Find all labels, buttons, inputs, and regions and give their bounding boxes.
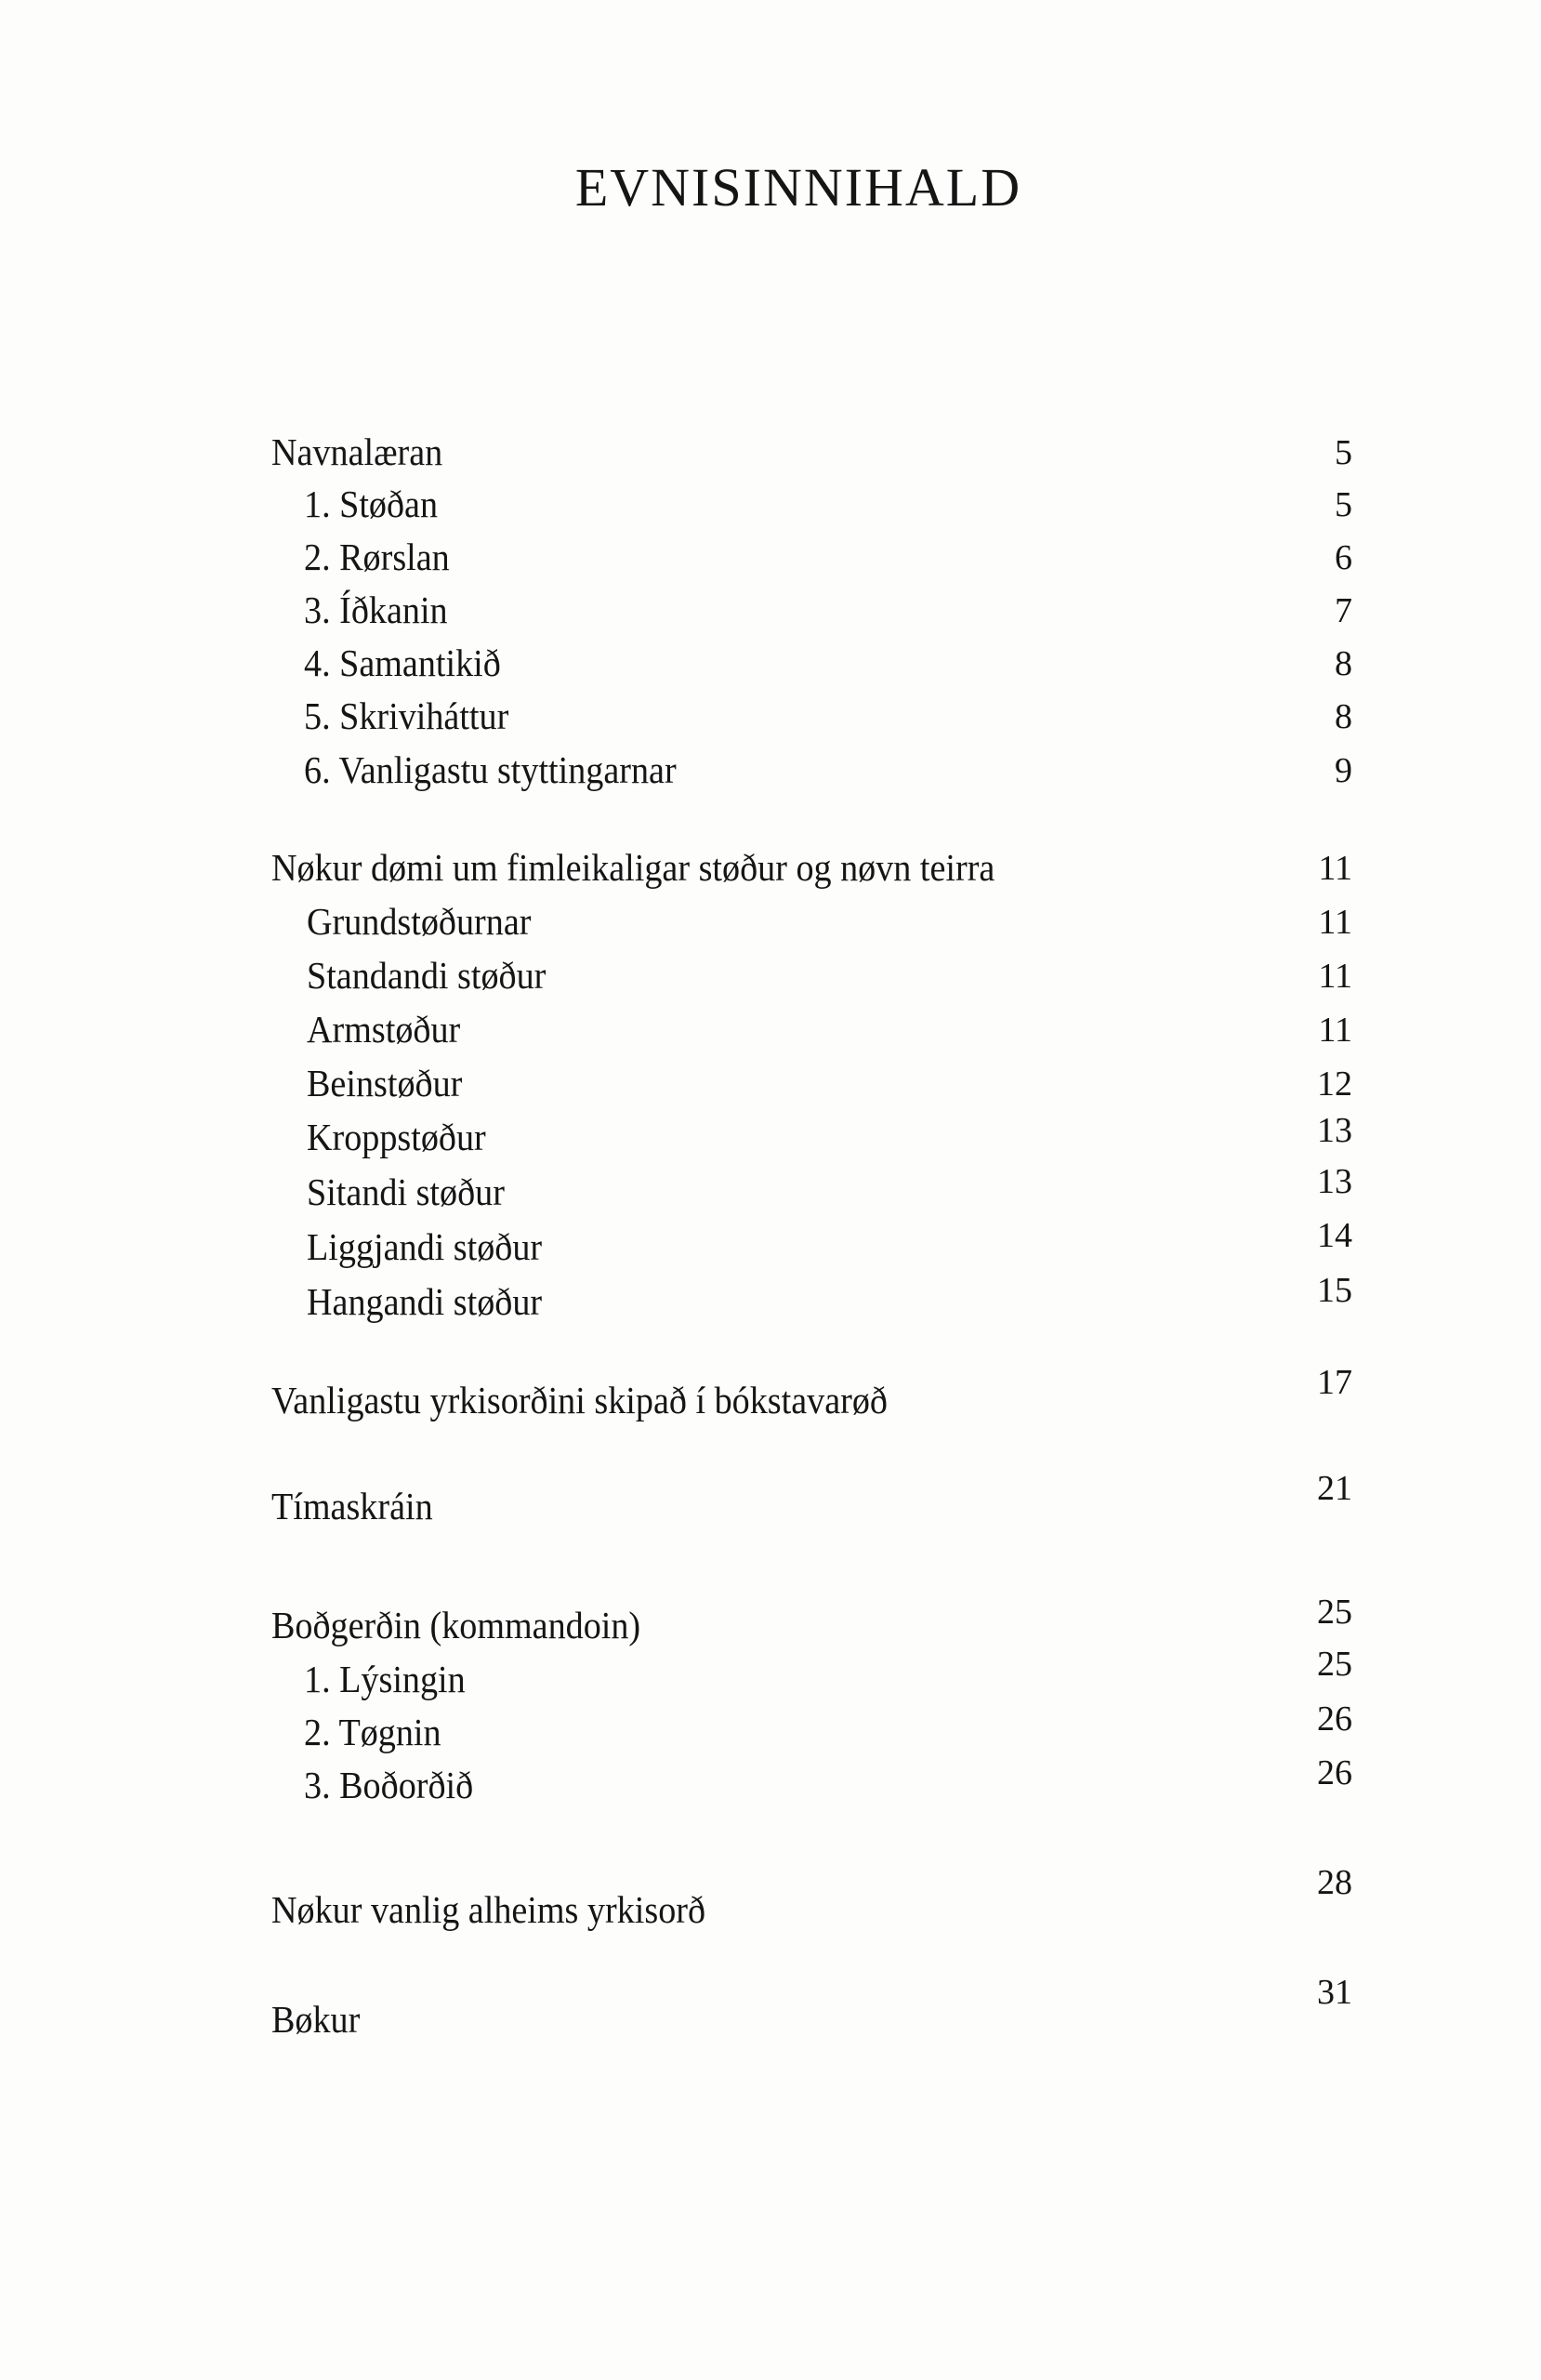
- toc-entry-label: 1. Støðan: [304, 483, 439, 525]
- toc-entry-label: 2. Rørslan: [304, 536, 450, 578]
- toc-entry-label: 2. Tøgnin: [304, 1711, 441, 1753]
- toc-page-number: 11: [1318, 849, 1352, 888]
- toc-page-number: 8: [1335, 697, 1352, 736]
- toc-page-number: 21: [1317, 1469, 1352, 1508]
- toc-entry-label: Tímaskráin: [271, 1485, 433, 1527]
- toc-page-number: 8: [1335, 644, 1352, 683]
- toc-entry-label: Grundstøðurnar: [307, 900, 532, 943]
- toc-entry-label: 5. Skriviháttur: [304, 694, 509, 737]
- toc-page-number: 7: [1335, 591, 1352, 630]
- toc-entry-label: Standandi støður: [307, 954, 547, 997]
- toc-entry-label: Boðgerðin (kommandoin): [271, 1604, 641, 1646]
- toc-page-number: 26: [1317, 1753, 1352, 1792]
- toc-entry-label: Vanligastu yrkisorðini skipað í bókstavarøð: [271, 1379, 888, 1421]
- toc-entry-label: Hangandi støður: [307, 1280, 543, 1323]
- toc-page-number: 25: [1317, 1645, 1352, 1684]
- toc-page-number: 11: [1318, 1011, 1352, 1050]
- toc-page-number: 5: [1335, 485, 1352, 524]
- toc-entry-label: 3. Íðkanin: [304, 588, 448, 631]
- toc-entry-label: Navnalæran: [271, 430, 443, 473]
- toc-entry-label: Armstøður: [307, 1008, 461, 1051]
- page-title: EVNISINNIHALD: [574, 157, 1022, 218]
- toc-page-number: 13: [1317, 1111, 1352, 1150]
- toc-page-number: 14: [1317, 1216, 1352, 1255]
- toc-page-number: 13: [1317, 1162, 1352, 1201]
- toc-entry-label: 3. Boðorðið: [304, 1764, 474, 1806]
- toc-page-number: 11: [1318, 957, 1352, 996]
- toc-page-number: 9: [1335, 751, 1352, 790]
- toc-entry-label: Nøkur vanlig alheims yrkisorð: [271, 1888, 706, 1931]
- toc-page-number: 11: [1318, 903, 1352, 942]
- toc-page-number: 31: [1317, 1973, 1352, 2012]
- toc-page-number: 26: [1317, 1699, 1352, 1739]
- toc-entry-label: Sitandi støður: [307, 1170, 505, 1213]
- toc-page-number: 28: [1317, 1863, 1352, 1902]
- toc-entry-label: 6. Vanligastu styttingarnar: [304, 748, 677, 791]
- toc-page-number: 5: [1335, 433, 1352, 472]
- toc-entry-label: Liggjandi støður: [307, 1225, 543, 1268]
- toc-entry-label: 1. Lýsingin: [304, 1658, 466, 1700]
- toc-page-number: 17: [1317, 1363, 1352, 1402]
- toc-page-number: 25: [1317, 1593, 1352, 1632]
- toc-page-number: 12: [1317, 1064, 1352, 1104]
- toc-entry-label: Bøkur: [271, 1998, 361, 2041]
- toc-entry-label: Nøkur dømi um fimleikaligar støður og nøvn teirra: [271, 846, 995, 889]
- toc-entry-label: Kroppstøður: [307, 1116, 486, 1158]
- toc-page-number: 6: [1335, 538, 1352, 577]
- toc-entry-label: Beinstøður: [307, 1062, 463, 1104]
- toc-entry-label: 4. Samantikið: [304, 641, 501, 684]
- toc-page-number: 15: [1317, 1271, 1352, 1310]
